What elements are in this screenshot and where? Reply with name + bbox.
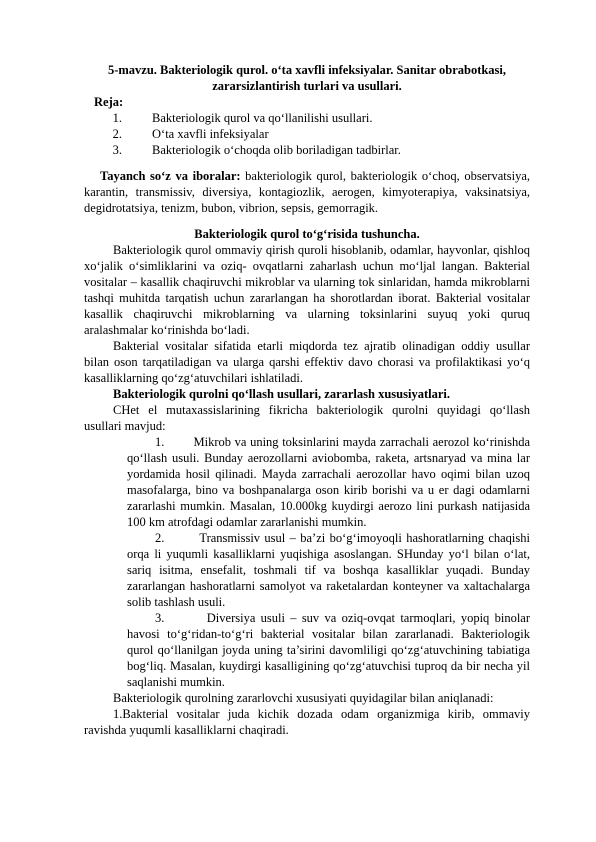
method-number: 2. — [155, 531, 165, 545]
plan-item-number: 3. — [112, 143, 122, 157]
keywords-paragraph — [84, 168, 530, 216]
plan-item — [84, 142, 530, 158]
plan-item-number: 1. — [112, 111, 122, 125]
paragraph: Bakteriologik qurol ommaviy qirish quroli hisoblanib, odamlar, hayvonlar, qishloq xo‘jalik o‘simliklarini va oziq- ovqatlarni zaharlash uchun mo‘ljal langan. Bakterial vositalar – kasallik chaqiruvchi mikroblar va ularning tok sinlaridan, hamda mikroblarni tashqi muhitda tarqatish uchun zararlangan ha shorotlardan iborat. Bakterial vositalar kasallik chaqiruvchi mikroblarning va ularning toksinlarini suyuq yoki quruq aralashmalar ko‘rinishda bo‘ladi. — [84, 243, 530, 337]
method-number: 1. — [155, 435, 165, 449]
page-title: 5-mavzu. Bakteriologik qurol. o‘ta xavfli infeksiyalar. Sanitar obrabotkasi, zararsizlantirish turlari va usullari. — [107, 63, 507, 93]
plan-item — [84, 110, 530, 126]
method-item — [127, 530, 530, 610]
plan-list — [84, 110, 530, 158]
keywords-text: bakteriologik qurol, bakteriologik o‘choq, observatsiya, karantin, transmissiv, diversiya, kontagiozlik, aerogen, kimyoterapiya, vaksinatsiya, degidrotatsiya, tenizm, bubon, vibrion, sepsis, gemorragik. — [84, 169, 530, 215]
section-heading: Bakteriologik qurol to‘g‘risida tushuncha. — [194, 227, 420, 241]
method-item — [127, 434, 530, 530]
plan-item-number: 2. — [112, 127, 122, 141]
plan-item — [84, 126, 530, 142]
plan-item-text: O‘ta xavfli infeksiyalar — [152, 127, 269, 141]
method-item — [127, 610, 530, 690]
method-text: Diversiya usuli – suv va oziq-ovqat tarmoqlari, yopiq binolar havosi to‘g‘ridan-to‘g‘ri bakterial vositalar bilan zararlanadi. Bakteriologik qurol qo‘llanilgan joyda uning ta’sirini davomliligi qo‘zg‘atuvchining tabiatiga bog‘liq. Masalan, kuydirgi kasalligining qo‘zg‘atuvchisi tuproq da bir necha yil saqlanishi mumkin. — [127, 611, 530, 689]
section-heading: Bakteriologik qurolni qo‘llash usullari, zararlash xususiyatlari. — [113, 387, 450, 401]
plan-item-text: Bakteriologik o‘choqda olib boriladigan tadbirlar. — [152, 143, 401, 157]
plan-label: Reja: — [94, 95, 124, 109]
paragraph: CHet el mutaxassislarining fikricha bakteriologik qurolni quyidagi qo‘llash usullari mavjud: — [84, 403, 530, 433]
method-text: Mikrob va uning toksinlarini mayda zarrachali aerozol ko‘rinishda qo‘llash usuli. Bunday aerozollarni aviobomba, raketa, artsnaryad va mina lar yordamida hosil qilinadi. Mayda zarrachali aerozollar havo oqimi bilan uzoq masofalarga, bino va boshpanalarga oson kirib borishi va u er dagi odamlarni zararlashi mumkin. Masalan, 10.000kg kuydirgi aerozo lini purkash natijasida 100 km atrofdagi odamlar zararlanishi mumkin. — [127, 435, 530, 529]
paragraph: Bakteriologik qurolning zararlovchi xususiyati quyidagilar bilan aniqlanadi: — [113, 691, 494, 705]
keywords-label: Tayanch so‘z va iboralar: — [100, 169, 241, 183]
method-number: 3. — [155, 611, 165, 625]
plan-item-text: Bakteriologik qurol va qo‘llanilishi usullari. — [152, 111, 373, 125]
document-page — [84, 62, 530, 738]
paragraph: 1.Bakterial vositalar juda kichik dozada odam organizmiga kirib, ommaviy ravishda yuqumli kasalliklarni chaqiradi. — [84, 707, 530, 737]
paragraph: Bakterial vositalar sifatida etarli miqdorda tez ajratib olinadigan oddiy usullar bilan oson tarqatiladigan va ularga qarshi effektiv davo chorasi va profilaktikasi yo‘q kasalliklarning qo‘zg‘atuvchilari ishlatiladi. — [84, 339, 530, 385]
method-text: Transmissiv usul – ba’zi bo‘g‘imoyoqli hashoratlarning chaqishi orqa li yuqumli kasalliklarni yuqishiga asoslangan. SHunday yo‘l bilan o‘lat, sariq isitma, ensefalit, toshmali tif va boshqa kasalliklar yuqadi. Bunday zararlangan hashoratlarni samolyot va raketalardan konteyner va xaltachalarga solib tashlash usuli. — [127, 531, 530, 609]
